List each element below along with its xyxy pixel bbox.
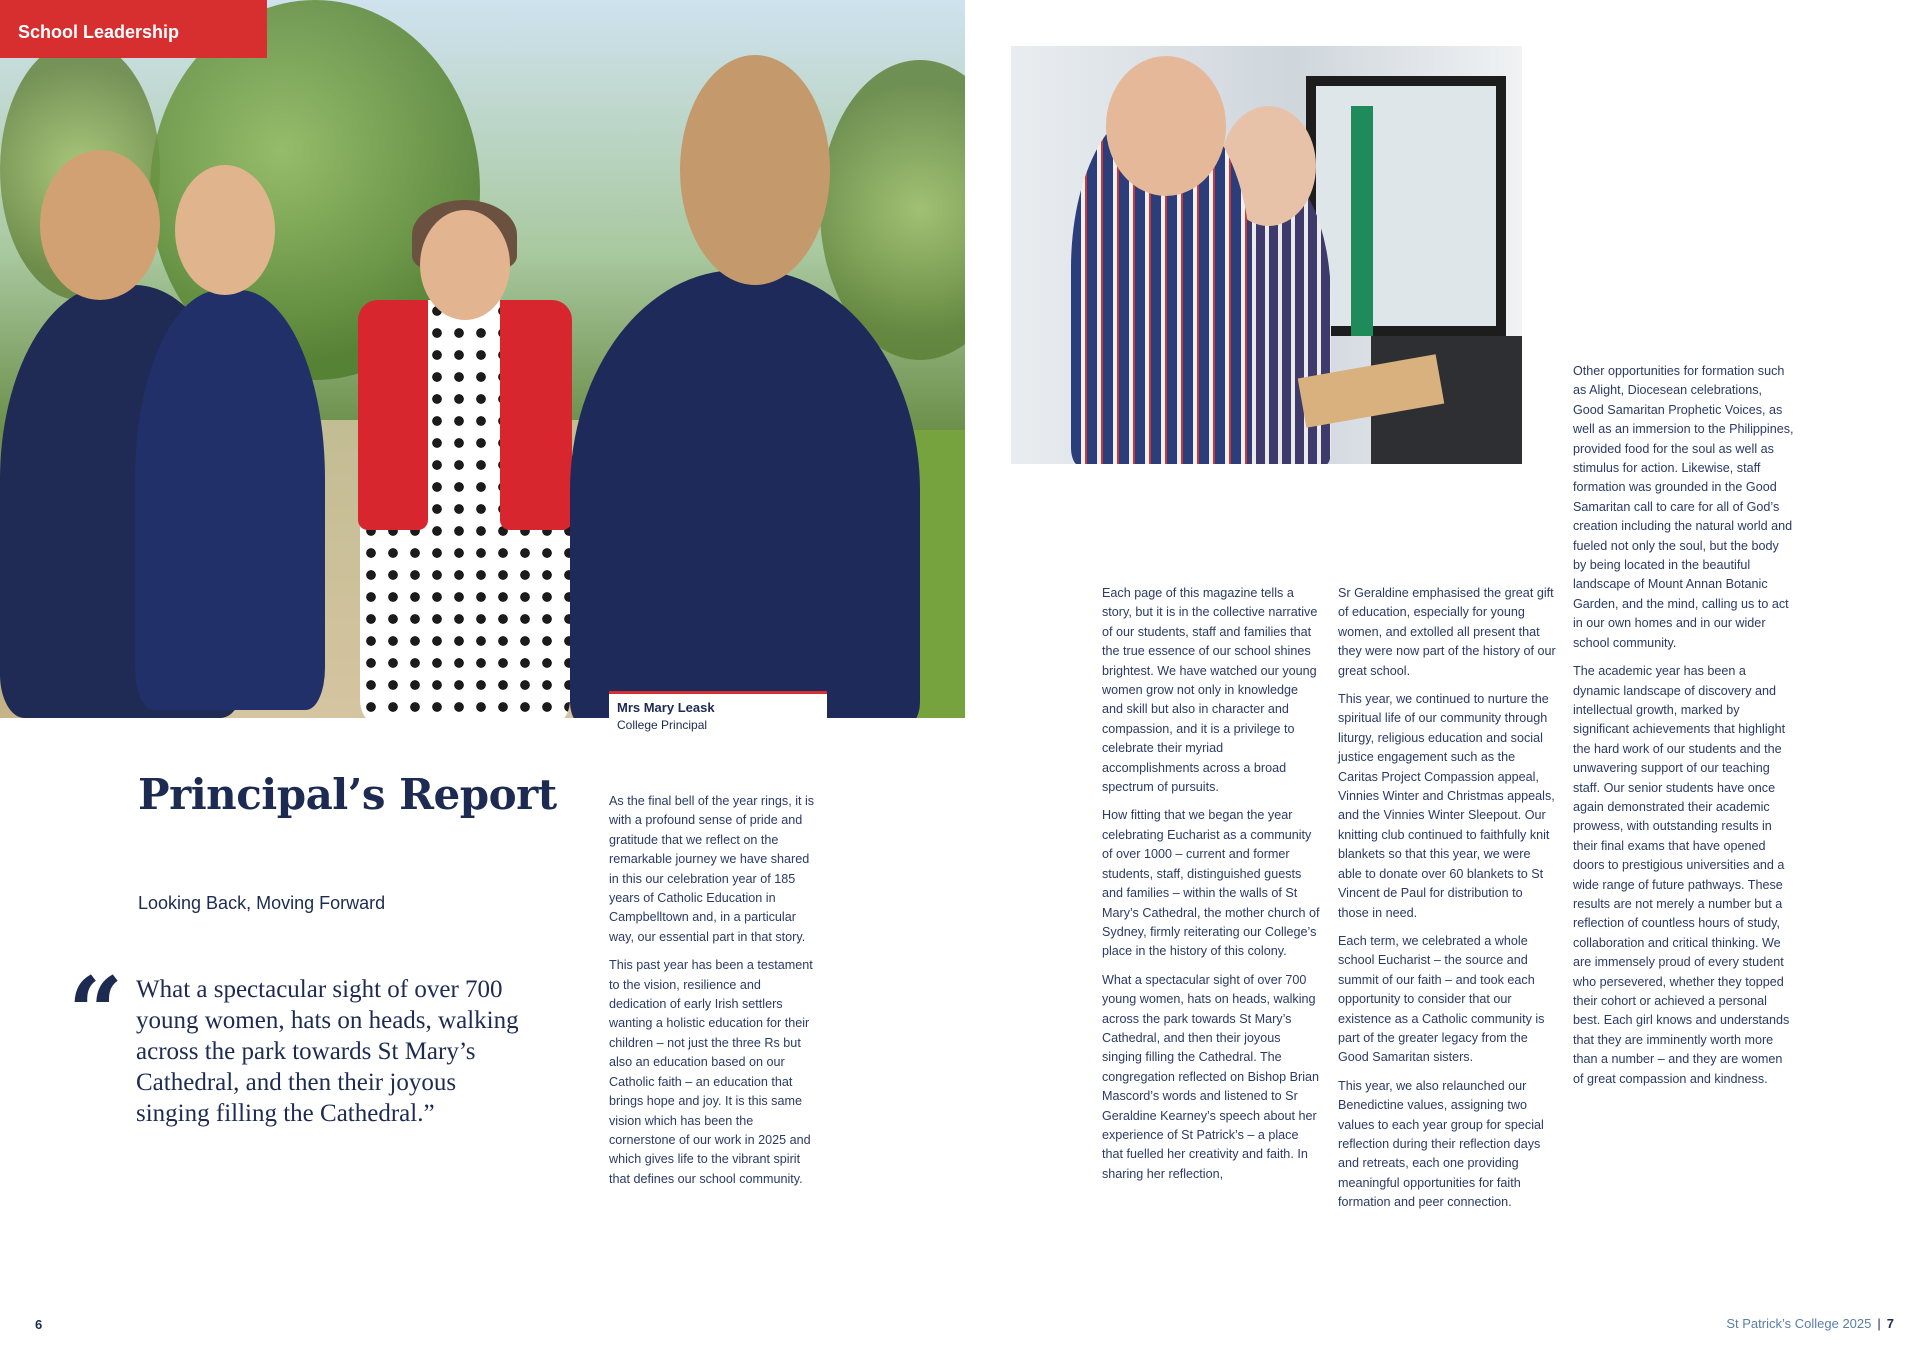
caption-role: College Principal bbox=[617, 718, 708, 732]
paragraph: Sr Geraldine emphasised the great gift of education, especially for young women, and extolled all present that they were now part of the history of our great school. bbox=[1338, 586, 1556, 678]
paragraph: This year, we continued to nurture the spiritual life of our community through liturgy, religious education and social justice engagement such as the Caritas Project Compassion appeal, Vinnies Winter and Christmas appeals, and the Vinnies Winter Sleepout. Our knitting club continued to faithfully knit blankets so that this year, we were able to donate over 60 blankets to St Vincent de Paul for distribution to those in need. bbox=[1338, 692, 1555, 920]
footer-right bbox=[1726, 1316, 1894, 1331]
paragraph: How fitting that we began the year celebrating Eucharist as a community of over 1000 – current and former students, staff, distinguished guests and families – within the walls of St Mary’s Cathedral, the mother church of Sydney, firmly reiterating our College’s place in the history of this colony. bbox=[1102, 808, 1320, 959]
paragraph: Each term, we celebrated a whole school Eucharist – the source and summit of our faith – and took each opportunity to consider that our existence as a Catholic community is part of the greater legacy from the Good Samaritan sisters. bbox=[1338, 933, 1545, 1065]
quote-mark-icon: “ bbox=[68, 956, 124, 1069]
paragraph: The academic year has been a dynamic landscape of discovery and intellectual growth, marked by significant achievements that highlight the hard work of our students and the unwavering support of our teaching staff. Our senior students have once again demonstrated their academic prowess, with outstanding results in their final exams that have opened doors to prestigious universities and a wide range of future pathways. These results are not merely a number but a reflection of countless hours of study, collaboration and critical thinking. We are immensely proud of every student who persevered, whether they topped their cohort or achieved a personal best. Each girl knows and understands that they are imminently worth more than a number – and they are women of great compassion and kindness. bbox=[1573, 664, 1790, 1086]
students-photo bbox=[1011, 46, 1522, 464]
paragraph: This year, we also relaunched our Benedictine values, assigning two values to each year group for special reflection during their reflection days and retreats, each one providing meaningful opportunities for faith formation and peer connection. bbox=[1338, 1078, 1544, 1210]
principal-photo bbox=[0, 0, 965, 718]
photo-caption bbox=[609, 691, 827, 731]
body-column-3 bbox=[1338, 584, 1556, 1222]
publication-name: St Patrick’s College 2025 bbox=[1726, 1316, 1872, 1331]
paragraph: This past year has been a testament to the vision, resilience and dedication of early Irish settlers wanting a holistic education for their children – not just the three Rs but also an education based on our Catholic faith – an education that brings hope and joy. It is this same vision which has been the cornerstone of our work in 2025 and which gives life to the vibrant spirit that defines our school community. bbox=[609, 958, 813, 1186]
page-number-right: 7 bbox=[1886, 1316, 1894, 1331]
page-number-left: 6 bbox=[35, 1317, 43, 1332]
paragraph: As the final bell of the year rings, it is with a profound sense of pride and gratitude that we reflect on the remarkable journey we have shared in this our celebration year of 185 years of Catholic Education in Campbelltown and, in a particular way, our essential part in that story. bbox=[609, 794, 815, 944]
body-column-4 bbox=[1573, 362, 1795, 1098]
paragraph: Each page of this magazine tells a story, but it is in the collective narrative of our students, staff and families that the true essence of our school shines brightest. We have watched our young women grow not only in knowledge and skill but also in character and compassion, and it is a privilege to celebrate their myriad accomplishments across a broad spectrum of pursuits. bbox=[1102, 586, 1318, 795]
body-column-1 bbox=[609, 792, 819, 1198]
caption-name: Mrs Mary Leask bbox=[617, 700, 715, 715]
footer-separator: | bbox=[1877, 1316, 1881, 1331]
section-tag: School Leadership bbox=[0, 0, 267, 58]
body-column-2 bbox=[1102, 584, 1320, 1193]
page-title: Principal’s Report bbox=[138, 770, 557, 819]
paragraph: What a spectacular sight of over 700 young women, hats on heads, walking across the park towards St Mary’s Cathedral, and then their joyous singing filling the Cathedral. The congregation reflected on Bishop Brian Mascord’s words and listened to Sr Geraldine Kearney’s speech about her experience of St Patrick’s – a place that fuelled her creativity and faith. In sharing her reflection, bbox=[1102, 972, 1320, 1181]
page-subtitle: Looking Back, Moving Forward bbox=[138, 893, 386, 913]
pull-quote: What a spectacular sight of over 700 young women, hats on heads, walking across the park towards St Mary’s Cathedral, and then their joyous singing filling the Cathedral.” bbox=[136, 976, 519, 1127]
paragraph: Other opportunities for formation such as Alight, Diocesean celebrations, Good Samaritan Prophetic Voices, as well as an immersion to the Philippines, provided food for the soul as well as stimulus for action. Likewise, staff formation was grounded in the Good Samaritan call to care for all of God’s creation including the natural world and fueled not only the soul, but the body by being located in the beautiful landscape of Mount Annan Botanic Garden, and the mind, calling us to act in our own homes and in our wider school community. bbox=[1573, 364, 1794, 650]
